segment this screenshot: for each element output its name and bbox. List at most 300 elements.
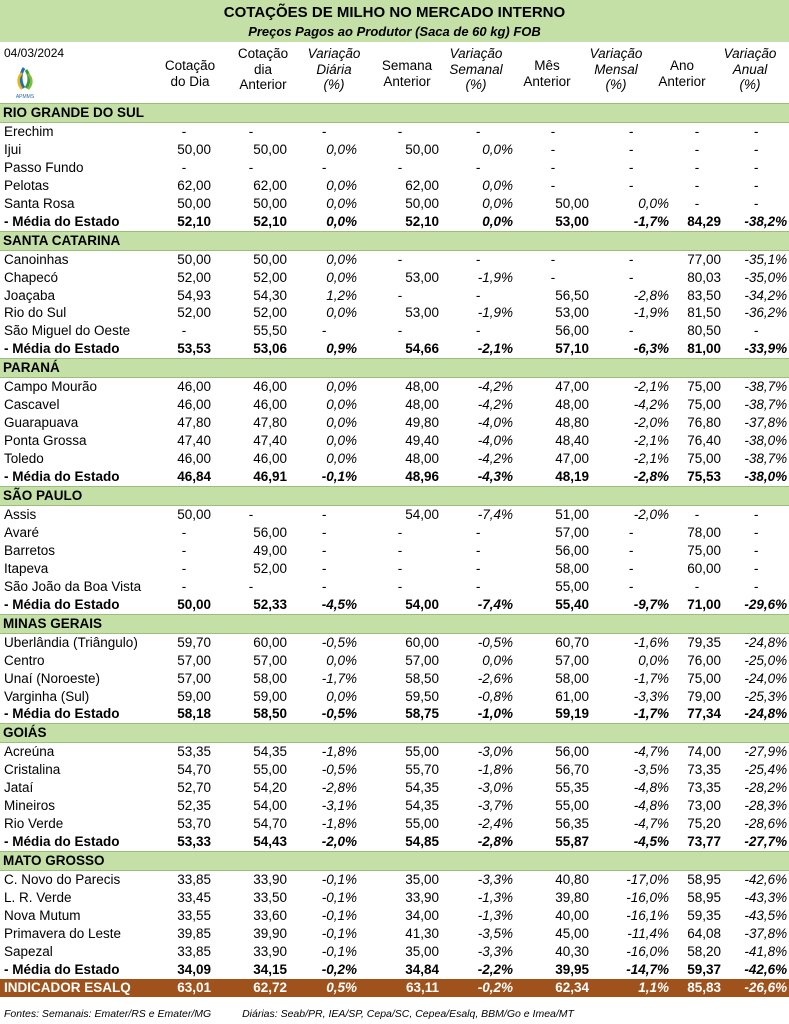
table-row (0, 432, 789, 450)
table-row (0, 652, 789, 670)
cell: - (753, 195, 759, 211)
cell: 33,90 (253, 872, 287, 888)
cell: - (321, 506, 327, 522)
cell: -4,7% (633, 744, 669, 760)
column-header-line: dia (253, 61, 272, 77)
cell: 0,0% (482, 195, 513, 211)
cell: - (753, 560, 759, 576)
cell: - (475, 560, 481, 576)
table-row (0, 578, 789, 596)
cell: -2,1% (633, 433, 669, 449)
cell: 49,40 (405, 433, 439, 449)
table-row (0, 287, 789, 305)
cell: 33,45 (177, 889, 211, 905)
cell: 50,00 (177, 195, 211, 211)
table-row (0, 925, 789, 943)
section-header (0, 614, 789, 633)
cell: -2,0% (321, 834, 357, 850)
cell: 59,37 (687, 961, 721, 977)
cell: 59,70 (177, 634, 211, 650)
cell: 73,77 (687, 834, 721, 850)
cell: -34,2% (744, 287, 788, 303)
cell: -26,6% (723, 979, 789, 997)
cell: 0,5% (289, 979, 359, 997)
cell: -3,3% (477, 872, 513, 888)
cell: -1,8% (321, 744, 357, 760)
table-row (0, 505, 789, 523)
cell: -38,7% (744, 379, 788, 395)
row-label: Unaí (Noroeste) (4, 670, 101, 686)
cell: -2,2% (477, 961, 513, 977)
row-label: Toledo (4, 451, 44, 467)
state-average-row (0, 833, 789, 851)
table-row (0, 670, 789, 688)
cell: 0,0% (326, 305, 357, 321)
cell: 73,00 (687, 798, 721, 814)
cell: 0,0% (326, 688, 357, 704)
table-row (0, 779, 789, 797)
table-row (0, 122, 789, 140)
cell: 76,80 (687, 415, 721, 431)
cell: -4,7% (633, 816, 669, 832)
cell: 52,00 (177, 305, 211, 321)
cell: - (628, 159, 634, 175)
cell: 53,53 (177, 341, 211, 357)
cell: -2,1% (633, 451, 669, 467)
cell: 54,20 (253, 780, 287, 796)
cell: -38,2% (744, 213, 788, 229)
row-label: Guarapuava (4, 415, 79, 431)
cell: 52,33 (253, 596, 287, 612)
cell: 0,0% (638, 652, 669, 668)
row-label: Barretos (4, 542, 56, 558)
row-label: São Miguel do Oeste (4, 323, 131, 339)
row-label: - Média do Estado (4, 469, 120, 485)
cell: -25,0% (744, 652, 788, 668)
column-header-1 (152, 58, 228, 89)
cell: - (628, 141, 634, 157)
row-label: - Média do Estado (4, 961, 120, 977)
cell: 56,00 (555, 744, 589, 760)
cell: -27,9% (744, 744, 788, 760)
cell: 62,72 (213, 979, 289, 997)
cell: -3,7% (477, 798, 513, 814)
state-average-row (0, 705, 789, 723)
footer-sources (4, 1008, 602, 1020)
cell: -1,7% (633, 670, 669, 686)
cell: 80,03 (687, 269, 721, 285)
cell: 53,70 (177, 816, 211, 832)
cell: 75,00 (687, 451, 721, 467)
table-row (0, 542, 789, 560)
cell: -42,6% (744, 872, 788, 888)
cell: -38,7% (744, 397, 788, 413)
cell: 63,01 (155, 979, 213, 997)
cell: 33,90 (405, 889, 439, 905)
cell: - (628, 269, 634, 285)
cell: -38,0% (744, 433, 788, 449)
table-row (0, 761, 789, 779)
section-header (0, 359, 789, 378)
cell: - (694, 506, 700, 522)
cell: -4,8% (633, 780, 669, 796)
cell: 39,95 (555, 961, 589, 977)
cell: 81,00 (687, 341, 721, 357)
row-label: - Média do Estado (4, 341, 120, 357)
cell: -38,7% (744, 451, 788, 467)
cell: -16,1% (626, 907, 669, 923)
cell: -0,1% (321, 907, 357, 923)
cell: 50,00 (253, 251, 287, 267)
cell: 75,20 (687, 816, 721, 832)
column-header-line: Anterior (383, 73, 431, 89)
cell: 34,00 (405, 907, 439, 923)
column-header-line: (%) (605, 77, 627, 92)
cell: -27,7% (744, 834, 788, 850)
cell: 48,40 (555, 433, 589, 449)
cell: 47,40 (253, 433, 287, 449)
cell: 55,70 (405, 762, 439, 778)
page-title: COTAÇÕES DE MILHO NO MERCADO INTERNO (223, 4, 566, 21)
cell: -0,5% (477, 634, 513, 650)
column-header-7 (580, 46, 652, 93)
cell: 48,00 (405, 379, 439, 395)
cell: 35,00 (405, 943, 439, 959)
cell: 0,9% (326, 341, 357, 357)
cell: 57,00 (555, 524, 589, 540)
cell: -3,3% (633, 688, 669, 704)
cell: 47,00 (555, 451, 589, 467)
table-row (0, 524, 789, 542)
cell: -35,1% (744, 251, 788, 267)
cell: - (753, 524, 759, 540)
cell: 47,80 (253, 415, 287, 431)
page-subtitle: Preços Pagos ao Produtor (Saca de 60 kg) FOB (248, 24, 541, 39)
cell: - (694, 177, 700, 193)
section-title: SANTA CATARINA (0, 231, 789, 250)
cell: 74,00 (687, 744, 721, 760)
cell: -4,2% (477, 379, 513, 395)
cell: -0,8% (477, 688, 513, 704)
cell: - (181, 560, 187, 576)
cell: - (550, 251, 556, 267)
cell: -36,2% (744, 305, 788, 321)
cell: 53,00 (405, 305, 439, 321)
cell: 55,00 (405, 816, 439, 832)
column-header-line: Mês (534, 58, 560, 73)
cell: 46,00 (177, 379, 211, 395)
cell: -4,0% (477, 433, 513, 449)
cell: -2,8% (633, 469, 669, 485)
cell: 46,91 (253, 469, 287, 485)
row-label: Ponta Grossa (4, 433, 87, 449)
cell: -4,2% (477, 451, 513, 467)
cell: -1,9% (477, 305, 513, 321)
row-label: - Média do Estado (4, 834, 120, 850)
cell: 62,34 (515, 979, 591, 997)
row-label: Cristalina (4, 762, 61, 778)
column-header-3 (298, 46, 370, 93)
cell: 62,00 (177, 177, 211, 193)
cell: 45,00 (555, 925, 589, 941)
cell: - (753, 578, 759, 594)
column-header-line: Anterior (658, 73, 706, 89)
cell: - (753, 141, 759, 157)
column-header-line: Anual (732, 61, 768, 77)
row-label: C. Novo do Parecis (4, 872, 121, 888)
row-label: - Média do Estado (4, 596, 120, 612)
cell: 54,85 (405, 834, 439, 850)
cell: 40,30 (555, 943, 589, 959)
logo-wordmark: APMMS (15, 94, 35, 100)
row-label: Uberlândia (Triângulo) (4, 634, 138, 650)
cell: -4,2% (477, 397, 513, 413)
column-header-line: Variação (449, 46, 503, 61)
cell: 0,0% (326, 141, 357, 157)
cell: 58,75 (405, 706, 439, 722)
cell: -2,0% (633, 506, 669, 522)
cell: - (397, 287, 403, 303)
row-label: - Média do Estado (4, 706, 120, 722)
cell: 50,00 (253, 195, 287, 211)
cell: 58,50 (253, 706, 287, 722)
cell: 60,00 (405, 634, 439, 650)
cell: 53,00 (555, 305, 589, 321)
cell: - (628, 323, 634, 339)
cell: 0,0% (326, 397, 357, 413)
cell: 57,00 (405, 652, 439, 668)
cell: - (753, 177, 759, 193)
cell: -3,5% (477, 925, 513, 941)
cell: -7,4% (477, 596, 513, 612)
cell: 79,35 (687, 634, 721, 650)
cell: -43,5% (744, 907, 788, 923)
cell: 58,00 (555, 560, 589, 576)
cell: -2,8% (633, 287, 669, 303)
column-header-line: Diária (316, 61, 352, 77)
cell: - (181, 323, 187, 339)
cell: 83,50 (687, 287, 721, 303)
cell: - (694, 123, 700, 139)
cell: 39,85 (177, 925, 211, 941)
state-average-row (0, 468, 789, 486)
column-header-line: Anterior (523, 73, 571, 89)
table-row (0, 396, 789, 414)
table-row (0, 177, 789, 195)
row-label: INDICADOR ESALQ (0, 979, 155, 997)
cell: 0,0% (326, 652, 357, 668)
cell: - (181, 159, 187, 175)
cell: 50,00 (177, 596, 211, 612)
cell: -28,2% (744, 780, 788, 796)
cell: -1,7% (321, 670, 357, 686)
cell: -3,1% (321, 798, 357, 814)
row-label: Ijui (4, 141, 22, 157)
price-table (0, 103, 789, 997)
cell: 48,00 (555, 397, 589, 413)
column-header-line: Semana (381, 58, 433, 73)
cell: - (694, 578, 700, 594)
cell: -3,5% (633, 762, 669, 778)
cell: 48,00 (405, 451, 439, 467)
column-header-6 (512, 58, 582, 89)
cell: -37,8% (744, 925, 788, 941)
cell: -29,6% (744, 596, 788, 612)
cell: 52,70 (177, 780, 211, 796)
cell: 52,00 (253, 269, 287, 285)
cell: - (397, 542, 403, 558)
table-row (0, 633, 789, 651)
cell: -42,6% (744, 961, 788, 977)
row-label: Rio do Sul (4, 305, 67, 321)
cell: 57,00 (253, 652, 287, 668)
cell: - (628, 578, 634, 594)
section-header (0, 104, 789, 123)
cell: 58,18 (177, 706, 211, 722)
table-row (0, 815, 789, 833)
table-row (0, 797, 789, 815)
cell: 60,00 (687, 560, 721, 576)
cell: 64,08 (687, 925, 721, 941)
cell: -1,9% (477, 269, 513, 285)
cell: - (248, 506, 254, 522)
cell: - (550, 123, 556, 139)
row-label: Cascavel (4, 397, 60, 413)
cell: 79,00 (687, 688, 721, 704)
cell: -2,8% (477, 834, 513, 850)
row-label: Campo Mourão (4, 379, 98, 395)
row-label: Nova Mutum (4, 907, 81, 923)
cell: 46,00 (253, 397, 287, 413)
cell: -0,1% (321, 943, 357, 959)
cell: 57,00 (177, 670, 211, 686)
cell: - (397, 323, 403, 339)
cell: - (248, 159, 254, 175)
cell: -4,5% (633, 834, 669, 850)
table-row (0, 450, 789, 468)
cell: -4,3% (477, 469, 513, 485)
state-average-row (0, 961, 789, 979)
cell: - (753, 506, 759, 522)
cell: 46,84 (177, 469, 211, 485)
cell: - (628, 524, 634, 540)
cell: -1,3% (477, 907, 513, 923)
cell: -3,0% (477, 744, 513, 760)
section-title: RIO GRANDE DO SUL (0, 104, 789, 123)
cell: -7,4% (477, 506, 513, 522)
cell: 57,00 (177, 652, 211, 668)
cell: -2,1% (477, 341, 513, 357)
row-label: L. R. Verde (4, 889, 72, 905)
cell: - (475, 524, 481, 540)
cell: 63,11 (359, 979, 441, 997)
cell: - (753, 542, 759, 558)
cell: 40,80 (555, 872, 589, 888)
cell: 54,43 (253, 834, 287, 850)
cell: 54,00 (405, 506, 439, 522)
cell: -16,0% (626, 943, 669, 959)
cell: 55,00 (555, 798, 589, 814)
column-header-line: Variação (723, 46, 777, 61)
state-average-row (0, 213, 789, 231)
cell: 34,09 (177, 961, 211, 977)
cell: - (694, 159, 700, 175)
section-title: PARANÁ (0, 359, 789, 378)
row-label: Primavera do Leste (4, 925, 122, 941)
row-label: Mineiros (4, 798, 56, 814)
cell: 33,55 (177, 907, 211, 923)
cell: - (181, 123, 187, 139)
cell: -24,0% (744, 670, 788, 686)
cell: 54,35 (253, 744, 287, 760)
cell: 55,00 (405, 744, 439, 760)
cell: 49,80 (405, 415, 439, 431)
cell: -24,8% (744, 706, 788, 722)
report-date: 04/03/2024 (4, 46, 65, 60)
cell: 58,00 (555, 670, 589, 686)
cell: -3,0% (477, 780, 513, 796)
cell: 62,00 (405, 177, 439, 193)
section-header (0, 724, 789, 743)
cell: - (475, 323, 481, 339)
cell: 0,0% (326, 433, 357, 449)
cell: - (550, 159, 556, 175)
row-label: Erechim (4, 123, 54, 139)
section-title: GOIÁS (0, 724, 789, 743)
cell: -2,4% (477, 816, 513, 832)
cell: 58,95 (687, 872, 721, 888)
cell: - (321, 159, 327, 175)
cell: - (321, 578, 327, 594)
cell: 33,90 (253, 943, 287, 959)
cell: 54,93 (177, 287, 211, 303)
cell: -1,3% (477, 889, 513, 905)
cell: - (550, 141, 556, 157)
cell: - (181, 542, 187, 558)
cell: - (628, 560, 634, 576)
cell: 53,00 (405, 269, 439, 285)
cell: -1,9% (633, 305, 669, 321)
row-label: Centro (4, 652, 45, 668)
cell: - (628, 542, 634, 558)
cell: - (628, 251, 634, 267)
cell: -0,1% (321, 889, 357, 905)
cell: -28,3% (744, 798, 788, 814)
row-label: Santa Rosa (4, 195, 75, 211)
cell: 52,10 (177, 213, 211, 229)
cell: 73,35 (687, 780, 721, 796)
cell: 52,00 (253, 560, 287, 576)
cell: - (628, 177, 634, 193)
cell: 54,35 (405, 780, 439, 796)
row-label: Chapecó (4, 269, 59, 285)
cell: 33,60 (253, 907, 287, 923)
cell: 56,00 (555, 323, 589, 339)
section-title: MATO GROSSO (0, 852, 789, 871)
cell: - (397, 578, 403, 594)
table-row (0, 871, 789, 889)
cell: - (181, 578, 187, 594)
footer-daily-sources: Diárias: Seab/PR, IEA/SP, Cepa/SC, Cepea/Esalq, BBM/Go e Imea/MT (242, 1008, 574, 1020)
cell: 39,90 (253, 925, 287, 941)
cell: 75,00 (687, 670, 721, 686)
cell: 1,1% (591, 979, 671, 997)
cell: -3,3% (477, 943, 513, 959)
cell: - (753, 323, 759, 339)
cell: - (753, 159, 759, 175)
cell: 56,50 (555, 287, 589, 303)
state-average-row (0, 596, 789, 614)
